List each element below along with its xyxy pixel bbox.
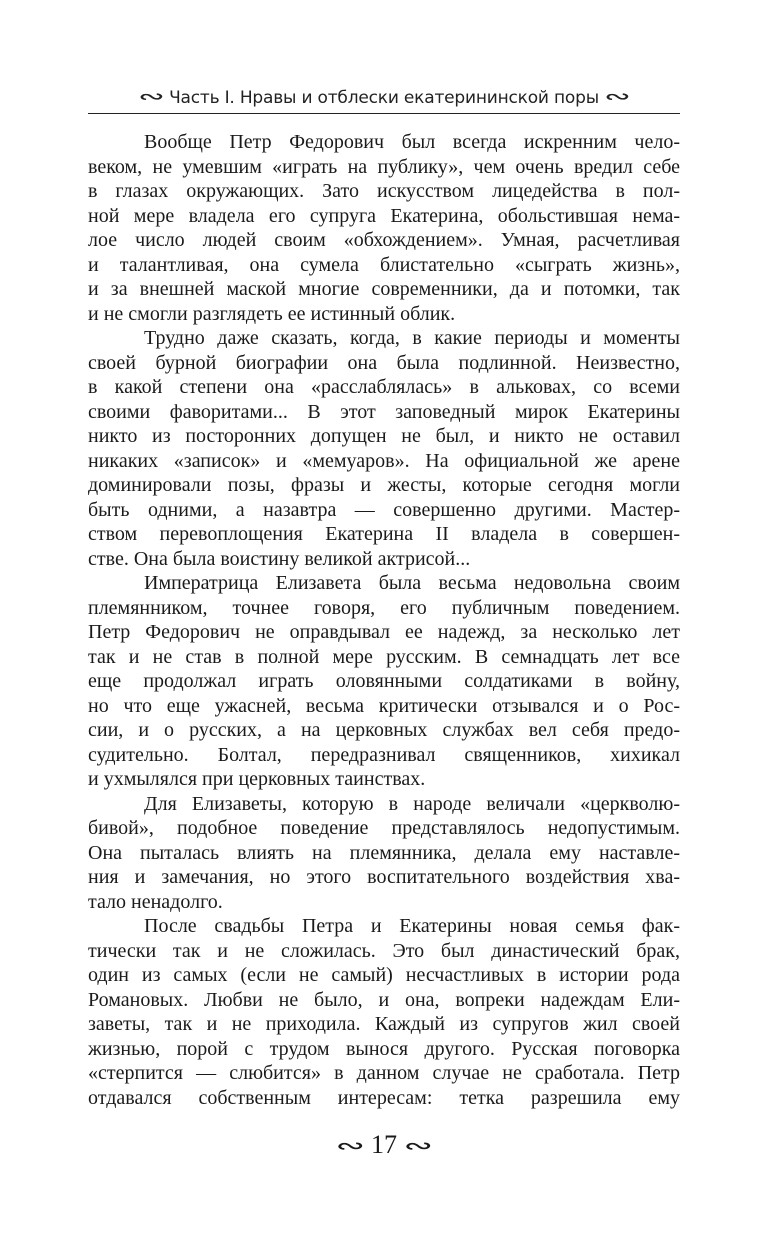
- text-line: Вообще Петр Федорович был всегда искренним чело-: [144, 131, 680, 153]
- running-title: Часть I. Нравы и отблески екатерининской поры: [169, 88, 599, 108]
- text-line: Императрица Елизавета была весьма недовольна своим: [144, 572, 680, 594]
- text-line: Петр Федорович не оправдывал ее надежд, за несколько лет: [88, 621, 680, 643]
- text-line: тало ненадолго.: [88, 890, 223, 913]
- text-line: еще продолжал играть оловянными солдатиками в войну,: [88, 670, 680, 692]
- text-line: «стерпится — слюбится» в данном случае не сработала. Петр: [88, 1062, 680, 1084]
- text-line: но что еще ужасней, весьма критически отзывался и о Рос-: [88, 694, 680, 717]
- text-line: судительно. Болтал, передразнивал священников, хихикал: [88, 743, 680, 766]
- text-line: и не смогли разглядеть ее истинный облик.: [88, 302, 456, 325]
- text-line: никто из посторонних допущен не был, и никто не оставил: [88, 425, 680, 447]
- text-line: ния и замечания, но этого воспитательного воздействия хва-: [88, 866, 680, 888]
- text-line: сии, и о русских, а на церковных службах вел себя предо-: [88, 719, 680, 741]
- text-line: заветы, так и не приходила. Каждый из супругов жил своей: [88, 1013, 680, 1035]
- text-line: и за внешней маской многие современники, да и потомки, так: [88, 278, 680, 300]
- text-line: стве. Она была воистину великой актрисой...: [88, 547, 471, 570]
- text-line: Трудно даже сказать, когда, в какие периоды и моменты: [144, 327, 680, 349]
- paragraph: [88, 571, 680, 792]
- text-line: тически так и не сложилась. Это был династический брак,: [88, 939, 680, 962]
- text-line: жизнью, порой с трудом вынося другого. Русская поговорка: [88, 1037, 680, 1060]
- header-rule: [88, 113, 680, 114]
- text-line: Она пыталась влиять на племянника, делала ему наставле-: [88, 841, 680, 864]
- text-line: быть одними, а назавтра — совершенно другими. Мастер-: [88, 498, 680, 521]
- page-footer: [0, 1128, 768, 1164]
- text-line: и ухмылялся при церковных таинствах.: [88, 768, 426, 790]
- paragraph: [88, 914, 680, 1110]
- ornament-icon: ∾: [403, 1134, 433, 1159]
- body-text: [88, 130, 680, 1110]
- text-line: веком, не умевшим «играть на публику», чем очень вредил себе: [88, 155, 680, 178]
- text-line: один из самых (если не самый) несчастливых в истории рода: [88, 964, 680, 986]
- text-line: в глазах окружающих. Зато искусством лицедейства в пол-: [88, 180, 680, 202]
- text-line: ством перевоплощения Екатерина II владела в совершен-: [88, 523, 680, 545]
- page-number: 17: [371, 1130, 397, 1159]
- text-line: ной мере владела его супруга Екатерина, обольстившая нема-: [88, 204, 680, 227]
- paragraph: [88, 792, 680, 915]
- ornament-icon: ∾: [603, 84, 631, 108]
- text-line: Для Елизаветы, которую в народе величали «церкволю-: [144, 792, 680, 815]
- running-header: [88, 82, 680, 112]
- text-line: своей бурной биографии она была подлинной. Неизвестно,: [88, 351, 680, 374]
- text-line: никаких «записок» и «мемуаров». На официальной же арене: [88, 449, 680, 472]
- ornament-icon: ∾: [335, 1134, 365, 1159]
- text-line: бивой», подобное поведение представлялось недопустимым.: [88, 817, 680, 839]
- text-line: лое число людей своим «обхождением». Умная, расчетливая: [88, 229, 680, 251]
- text-line: После свадьбы Петра и Екатерины новая семья фак-: [144, 915, 680, 937]
- text-line: отдавался собственным интересам: тетка разрешила ему: [88, 1086, 680, 1109]
- ornament-icon: ∾: [137, 84, 165, 108]
- text-line: племянником, точнее говоря, его публичным поведением.: [88, 596, 680, 619]
- text-line: Романовых. Любви не было, и она, вопреки надеждам Ели-: [88, 988, 680, 1011]
- text-line: в какой степени она «расслаблялась» в альковах, со всеми: [88, 376, 680, 398]
- text-line: своими фаворитами... В этот заповедный мирок Екатерины: [88, 400, 680, 423]
- text-line: так и не став в полной мере русским. В семнадцать лет все: [88, 645, 680, 668]
- text-line: и талантливая, она сумела блистательно «сыграть жизнь»,: [88, 253, 680, 276]
- paragraph: [88, 130, 680, 326]
- paragraph: [88, 326, 680, 571]
- text-line: доминировали позы, фразы и жесты, которые сегодня могли: [88, 474, 680, 496]
